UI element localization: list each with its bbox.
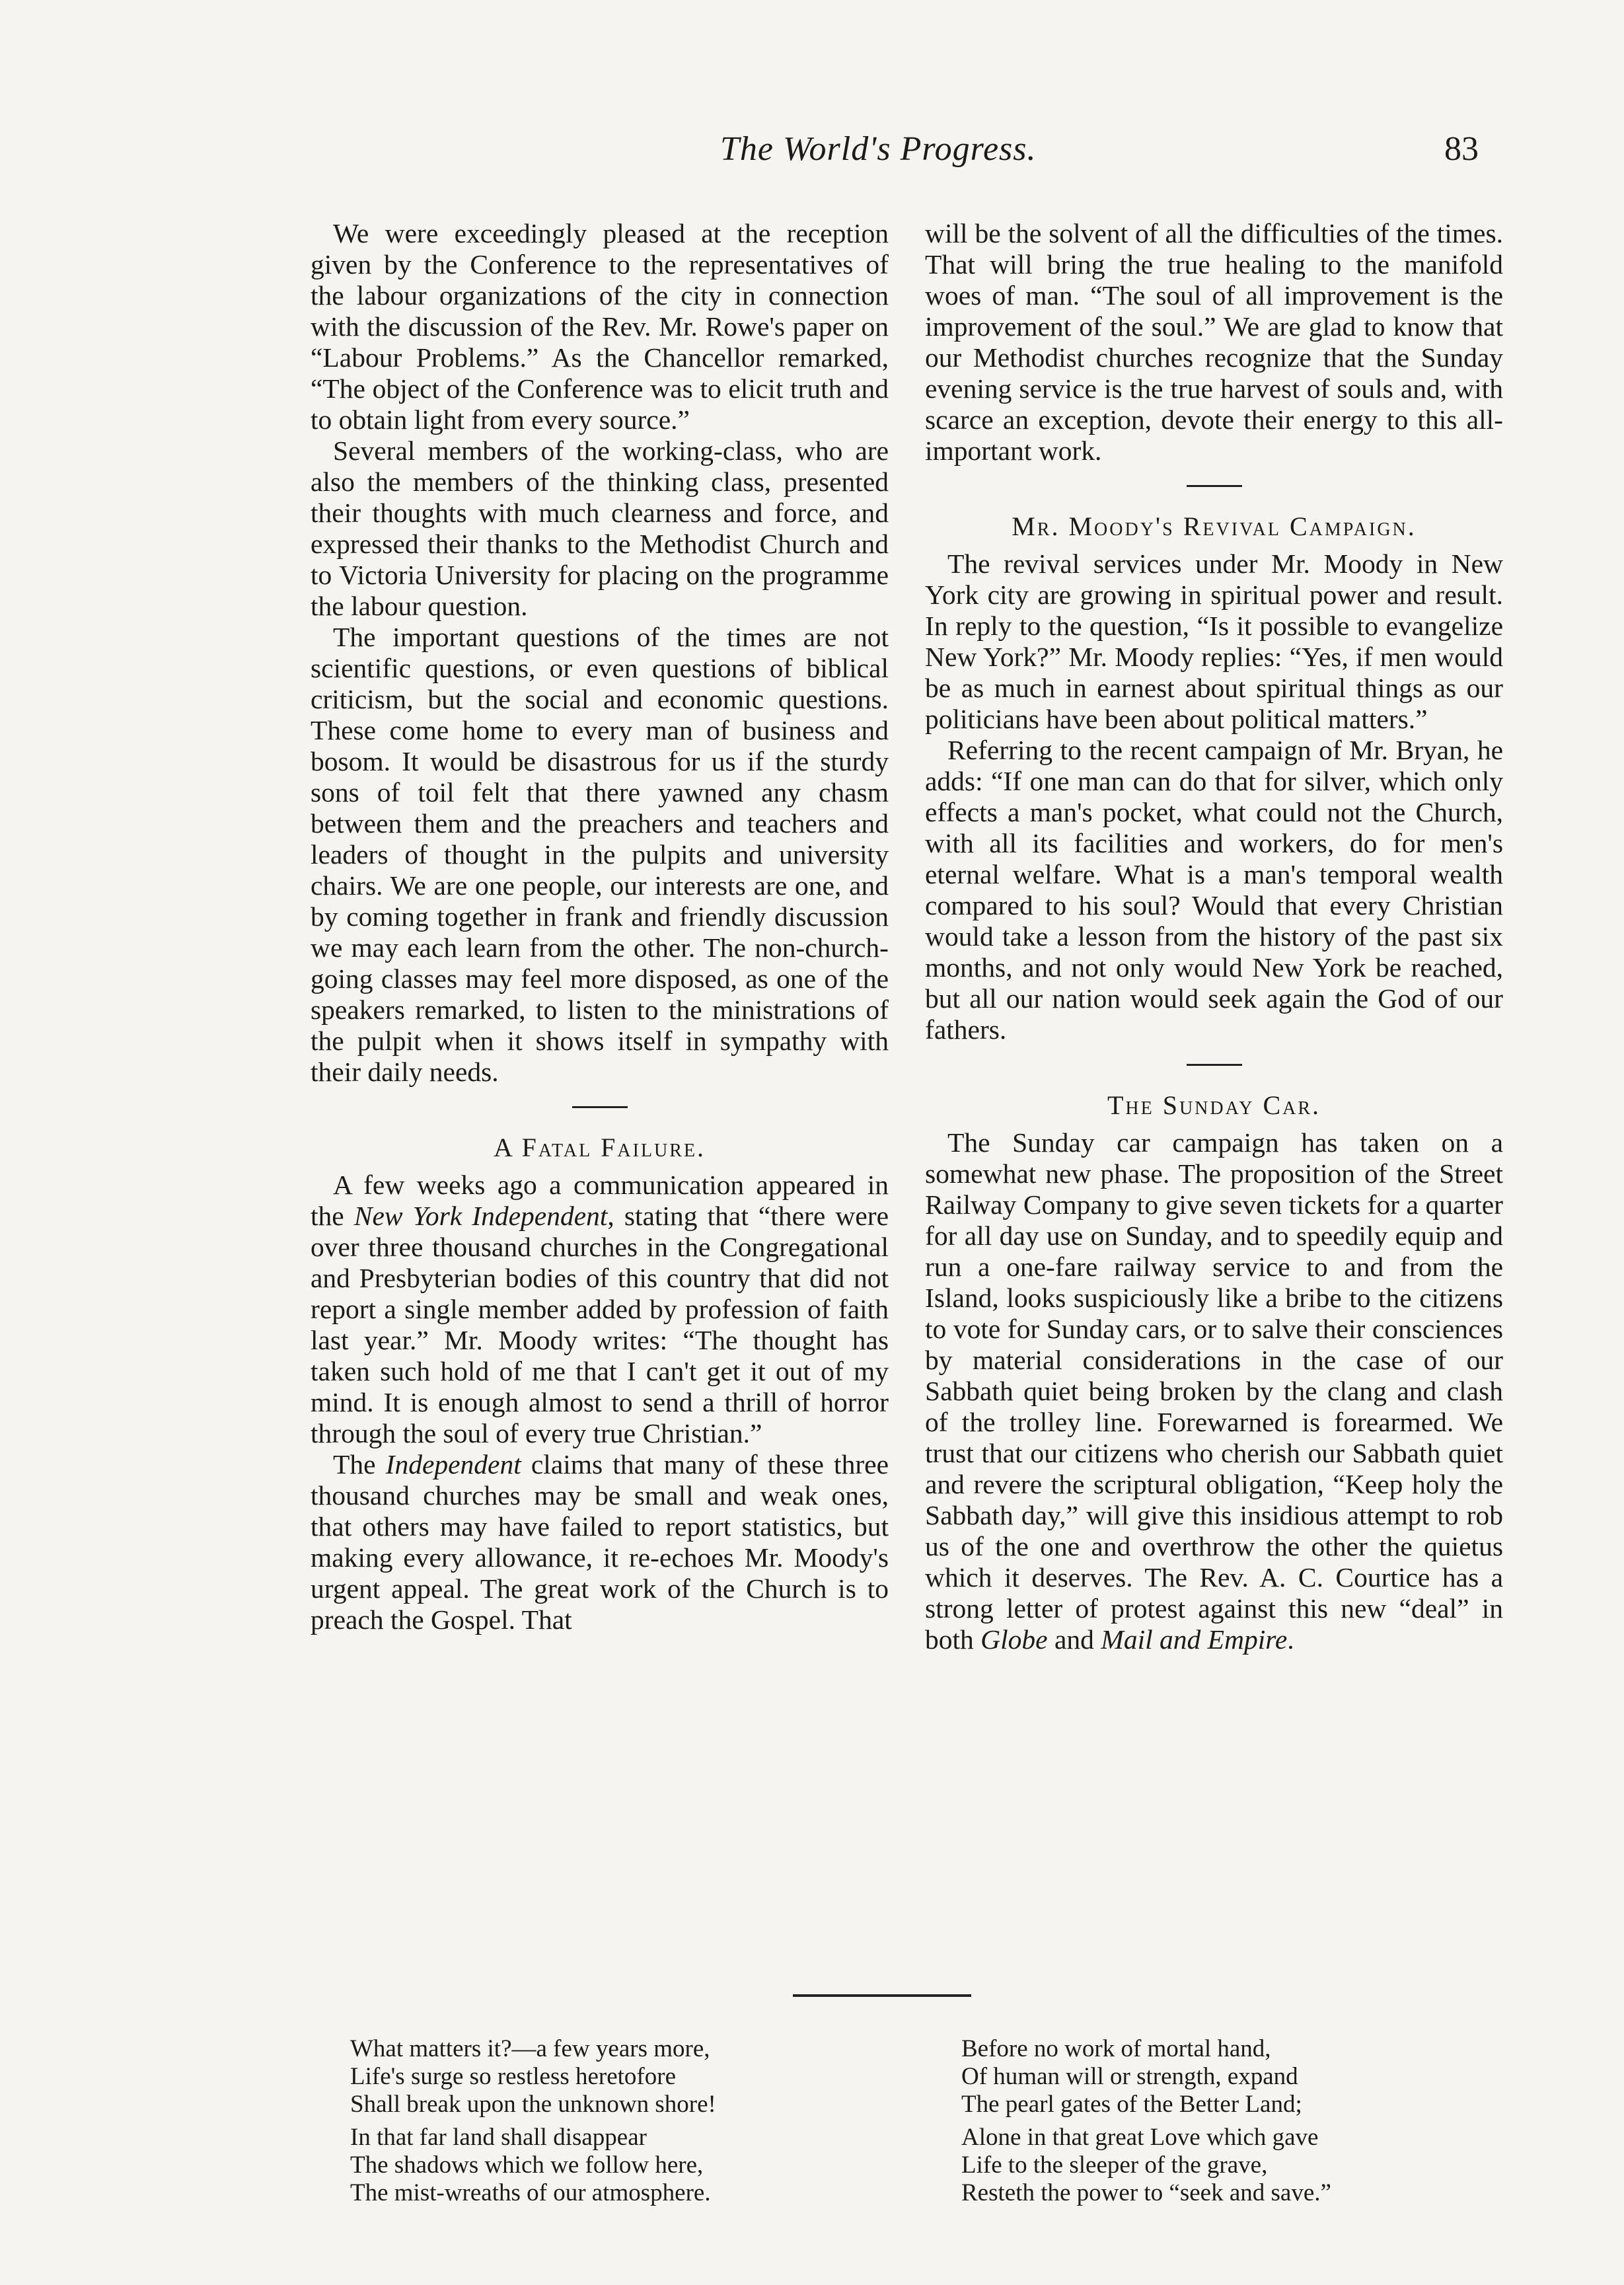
poem-line: Of human will or strength, expand (961, 2063, 1298, 2090)
publication-title: New York Independent (353, 1201, 608, 1231)
poem-right-column (961, 2035, 1490, 2212)
heading-fatal-failure: A Fatal Failure. (493, 1133, 706, 1162)
text-run: A few weeks ago a communication appeared in the (311, 1170, 889, 1231)
left-column (311, 218, 889, 1635)
poem-stanza (961, 2124, 1490, 2207)
section-divider (1187, 1064, 1242, 1066)
text-run: The (333, 1449, 386, 1480)
publication-title: Mail and Empire (1101, 1624, 1288, 1655)
poem-divider (793, 1994, 971, 1997)
poem-line: The pearl gates of the Better Land; (961, 2091, 1302, 2118)
poem-line: What matters it?—a few years more, (350, 2035, 710, 2062)
right-column (925, 218, 1503, 1655)
paragraph-fatal-failure-2 (311, 1449, 889, 1635)
section-divider (572, 1106, 628, 1108)
text-run: claims that many of these three thousand churches may be small and weak ones, that others may have failed to report statistics, but making every allowance, it re-echoes Mr. Moody's urgent appeal. The great work of the Church is to preach the Gospel. That (311, 1449, 889, 1635)
text-run: . (1287, 1624, 1294, 1655)
text-run: The Sunday car campaign has taken on a somewhat new phase. The proposition of the Street Railway Company to give seven tickets for a quarter for all day use on Sunday, and to speedily equip and run a one-fare railway service to and from the Island, looks suspiciously like a bribe to the citizens to vote for Sunday cars, or to salve their consciences by material considerations in the case of our Sabbath quiet being broken by the clang and clash of the trolley line. Forewarned is forearmed. We trust that our citizens who cherish our Sabbath quiet and revere the scriptural obligation, “Keep holy the Sabbath day,” will give this insidious attempt to rob us of the one and overthrow the other the quietus which it deserves. The Rev. A. C. Courtice has a strong letter of protest against this new “deal” in both (925, 1127, 1503, 1655)
poem-line: Resteth the power to “seek and save.” (961, 2179, 1331, 2206)
paragraph-labour-conference: We were exceedingly pleased at the reception given by the Conference to the representatives of the labour organizations of the city in connection with the discussion of the Rev. Mr. Rowe's paper on “Labour Problems.” As the Chancellor remarked, “The object of the Conference was to elicit truth and to obtain light from every source.” (311, 218, 889, 435)
section-divider (1187, 485, 1242, 487)
poem-line: Alone in that great Love which gave (961, 2124, 1319, 2151)
heading-moody-revival: Mr. Moody's Revival Campaign. (1012, 511, 1417, 541)
poem-left-column (350, 2035, 879, 2212)
paragraph-fatal-failure-1 (311, 1170, 889, 1449)
poem-line: The shadows which we follow here, (350, 2152, 704, 2179)
poem-line: Life to the sleeper of the grave, (961, 2152, 1268, 2179)
heading-sunday-car: The Sunday Car. (1107, 1090, 1321, 1120)
paragraph-revival-services: The revival services under Mr. Moody in New York city are growing in spiritual power and result. In reply to the question, “Is it possible to evangelize New York?” Mr. Moody replies: “Yes, if men would be as much in earnest about spiritual things as our politicians have been about political matters.” (925, 548, 1503, 734)
running-title: The World's Progress. (720, 130, 1037, 168)
poem-line: Life's surge so restless heretofore (350, 2063, 676, 2090)
poem-stanza (961, 2035, 1490, 2118)
poem-line: The mist-wreaths of our atmosphere. (350, 2179, 711, 2206)
poem-line: Shall break upon the unknown shore! (350, 2091, 716, 2118)
paragraph-important-questions: The important questions of the times are not scientific questions, or even questions of biblical criticism, but the social and economic questions. These come home to every man of business and bosom. It would be disastrous for us if the sturdy sons of toil felt that there yawned any chasm between them and the preachers and teachers and leaders of thought in the pulpits and university chairs. We are one people, our interests are one, and by coming together in frank and friendly discussion we may each learn from the other. The non-church-going classes may feel more disposed, as one of the speakers remarked, to listen to the ministrations of the pulpit when it shows itself in sympathy with their daily needs. (311, 622, 889, 1087)
poem-line: Before no work of mortal hand, (961, 2035, 1271, 2062)
poem-line: In that far land shall disappear (350, 2124, 647, 2151)
paragraph-working-class: Several members of the working-class, who are also the members of the thinking class, presented their thoughts with much clearness and force, and expressed their thanks to the Methodist Church and to Victoria University for placing on the programme the labour question. (311, 435, 889, 621)
paragraph-sunday-car (925, 1127, 1503, 1655)
paragraph-continuation: will be the solvent of all the difficulties of the times. That will bring the true healing to the manifold woes of man. “The soul of all improvement is the improvement of the soul.” We are glad to know that our Methodist churches recognize that the Sunday evening service is the true harvest of souls and, with scarce an exception, devote their energy to this all-important work. (925, 218, 1503, 466)
publication-title: Globe (980, 1624, 1048, 1655)
paragraph-bryan-campaign: Referring to the recent campaign of Mr. Bryan, he adds: “If one man can do that for silver, which only effects a man's pocket, what could not the Church, with all its facilities and workers, do for men's eternal welfare. What is a man's temporal wealth compared to his soul? Would that every Christian would take a lesson from the history of the past six months, and not only would New York be reached, but all our nation would seek again the God of our fathers. (925, 735, 1503, 1045)
text-run: , stating that “there were over three thousand churches in the Congregational and Presbyterian bodies of this country that did not report a single member added by profession of faith last year.” Mr. Moody writes: “The thought has taken such hold of me that I can't get it out of my mind. It is enough almost to send a thrill of horror through the soul of every true Christian.” (311, 1201, 889, 1448)
page-number: 83 (1444, 130, 1479, 168)
publication-title: Independent (385, 1449, 521, 1480)
poem-stanza (350, 2035, 879, 2118)
poem-stanza (350, 2124, 879, 2207)
text-run: and (1047, 1624, 1101, 1655)
